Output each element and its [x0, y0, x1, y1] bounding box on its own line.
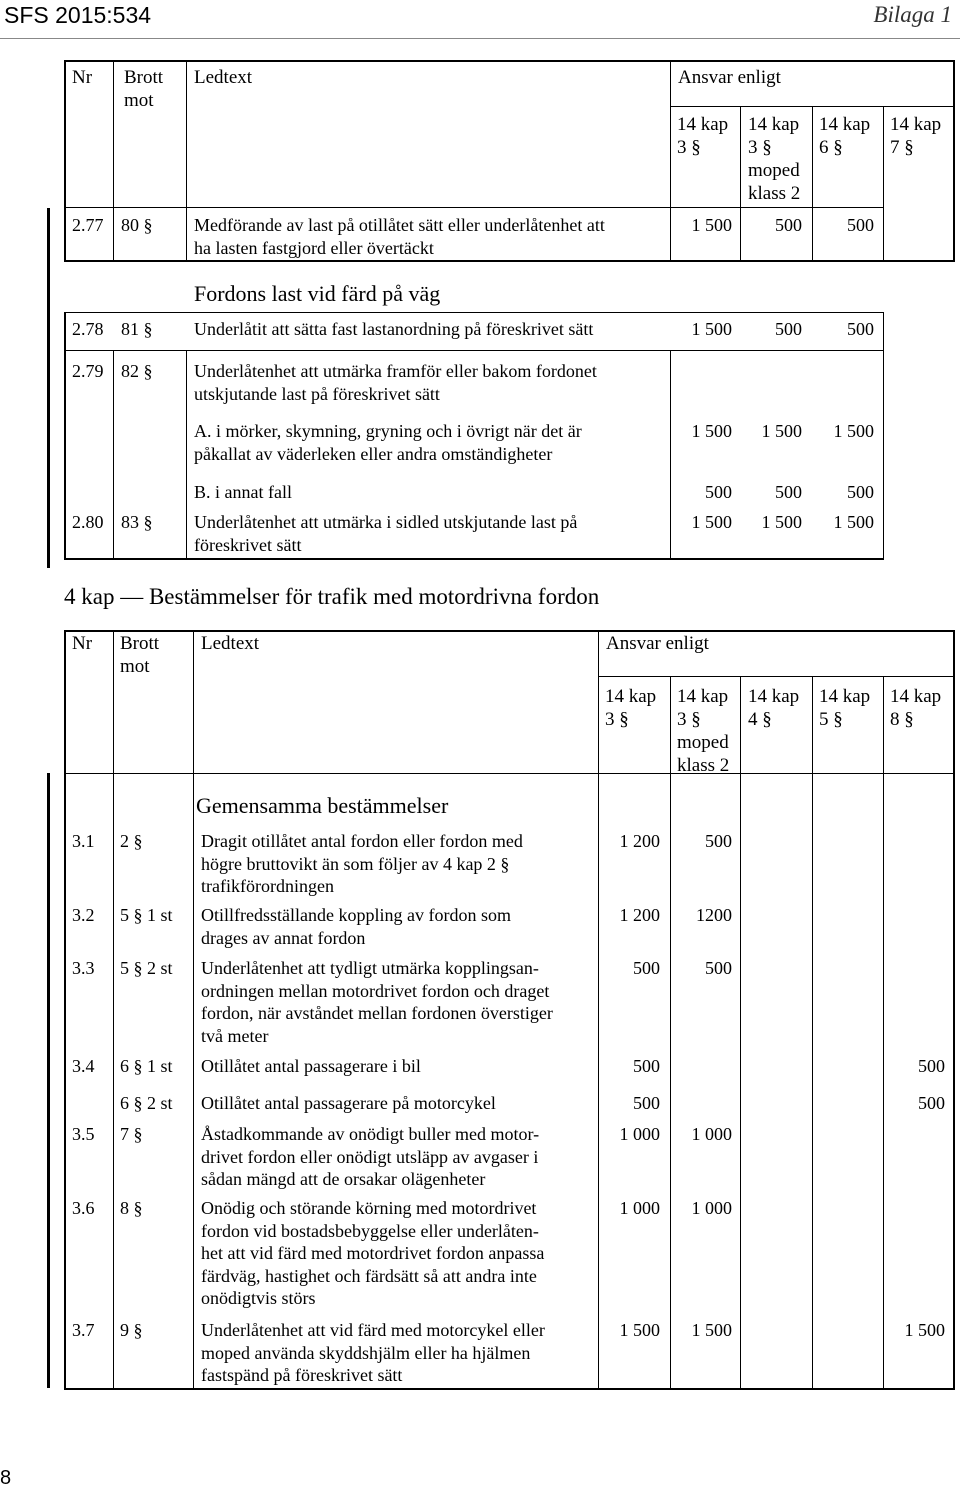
table2-col-rule [812, 676, 813, 1390]
table-row-nr: 3.5 [72, 1124, 95, 1144]
table1-header-nr: Nr [72, 67, 93, 88]
row-text: Underlåtenhet att utmärka framför eller bakom fordonet utskjutande last på föreskrivet sätt [194, 361, 597, 404]
table2-header-brott: Brott [120, 633, 160, 654]
row-text: Underlåtit att sätta fast lastanordning på föreskrivet sätt [194, 319, 594, 339]
table1-header-mot: mot [124, 90, 154, 111]
table-row-nr: 3.6 [72, 1198, 95, 1218]
table2-col5-header: 14 kap 8 § [890, 686, 942, 730]
row-value-col3: 1 500 [833, 512, 874, 532]
row-value-col2: 500 [775, 215, 802, 235]
row-brott: 80 § [121, 215, 153, 235]
table-row-value-col5: 500 [918, 1056, 945, 1076]
table-row-value-col2: 1 000 [691, 1124, 732, 1144]
header-rule [0, 38, 960, 39]
table2-header-ansvar: Ansvar enligt [606, 633, 709, 654]
table-row-value-col2: 1 500 [691, 1320, 732, 1340]
table-row-brott: 9 § [120, 1320, 143, 1340]
table-row-value-col1: 1 500 [619, 1320, 660, 1340]
table-row-brott: 8 § [120, 1198, 143, 1218]
row-brott: 83 § [121, 512, 153, 532]
row-brott: 81 § [121, 319, 153, 339]
table2-header-mot: mot [120, 656, 150, 677]
table-row-brott: 2 § [120, 831, 143, 851]
row-nr: 2.80 [72, 512, 104, 532]
table2-col-rule [113, 630, 114, 1390]
table-row-value-col2: 500 [705, 831, 732, 851]
table-row-value-col1: 1 200 [619, 831, 660, 851]
table-row-value-col2: 500 [705, 958, 732, 978]
table-row-value-col1: 1 000 [619, 1124, 660, 1144]
table1-header-ansvar: Ansvar enligt [678, 67, 781, 88]
table-row-nr: 3.2 [72, 905, 95, 925]
table2-col-rule [670, 676, 671, 1390]
table1-col-rule [812, 106, 813, 262]
row-value-col1: 1 500 [691, 421, 732, 441]
table-row-brott: 7 § [120, 1124, 143, 1144]
table-row-text: Dragit otillåtet antal fordon eller fordon med högre bruttovikt än som följer av 4 kap 2 § trafikförordningen [201, 831, 523, 896]
table1-col-rule [883, 312, 884, 560]
table-row-nr: 3.7 [72, 1320, 95, 1340]
table1-col-rule [883, 106, 884, 262]
table-row-value-col5: 500 [918, 1093, 945, 1113]
row-text: Medförande av last på otillåtet sätt eller underlåtenhet att ha lasten fastgjord eller övertäckt [194, 215, 605, 258]
section-subheading: Gemensamma bestämmelser [196, 793, 449, 818]
table1-header-brott: Brott [124, 67, 164, 88]
table-row-text: Underlåtenhet att vid färd med motorcykel eller moped använda skyddshjälm eller ha hjälmen fastspänd på föreskrivet sätt [201, 1320, 545, 1385]
row-value-col3: 500 [847, 215, 874, 235]
table-row-value-col5: 1 500 [904, 1320, 945, 1340]
row-value-col3: 500 [847, 319, 874, 339]
row-value-col2: 500 [775, 319, 802, 339]
table1-col2-header: 14 kap 3 § moped klass 2 [748, 114, 801, 204]
table-row-brott: 5 § 2 st [120, 958, 173, 978]
table1-col-rule [186, 60, 187, 262]
row-value-col3: 1 500 [833, 421, 874, 441]
table-row-value-col1: 1 200 [619, 905, 660, 925]
table-row-value-col2: 1 000 [691, 1198, 732, 1218]
row-value-col1: 1 500 [691, 215, 732, 235]
table-row-text: Åstadkommande av onödigt buller med motor- drivet fordon eller onödigt utsläpp av avgaser i sådan mängd att de orsakar olägenheter [201, 1124, 540, 1189]
table1-header-bottom [64, 207, 670, 208]
table2-header-bottom [598, 773, 955, 774]
row-nr: 2.79 [72, 361, 104, 381]
row-value-col1: 1 500 [691, 319, 732, 339]
table1-col3-header: 14 kap 6 § [819, 114, 871, 158]
table-row-value-col1: 500 [633, 958, 660, 978]
table2-col-rule [193, 630, 194, 1390]
appendix-label: Bilaga 1 [873, 2, 952, 27]
row-value-col2: 1 500 [761, 421, 802, 441]
table-row-text: Otillåtet antal passagerare på motorcykel [201, 1093, 496, 1113]
table2-col3-header: 14 kap 4 § [748, 686, 800, 730]
row-text: Underlåtenhet att utmärka i sidled utskjutande last på föreskrivet sätt [194, 512, 578, 555]
table1-col-rule [113, 350, 114, 560]
table2-header-ledtext: Ledtext [201, 633, 260, 654]
table2-header-bottom [64, 773, 598, 774]
table-row-brott: 6 § 1 st [120, 1056, 173, 1076]
table1-col-rule [740, 106, 741, 262]
change-bar-bottom [47, 773, 50, 1388]
change-bar-top [47, 208, 50, 568]
row-nr: 2.77 [72, 215, 104, 235]
chapter-heading: 4 kap — Bestämmelser för trafik med motordrivna fordon [64, 584, 600, 609]
row-brott: 82 § [121, 361, 153, 381]
table2-col-rule [740, 676, 741, 1390]
table1-col-rule [113, 60, 114, 262]
table1-col4-header: 14 kap 7 § [890, 114, 942, 158]
table-row-text: Onödig och störande körning med motordrivet fordon vid bostadsbebyggelse eller underlåten- het att vid färd med motordrivet fordon anpassa färdväg, hastighet och färdsätt så att andra inte onödigtvis störs [201, 1198, 545, 1308]
table-row-value-col1: 500 [633, 1093, 660, 1113]
table2-col-rule [883, 676, 884, 1390]
table-row-nr: 3.1 [72, 831, 95, 851]
table2-col-rule [598, 630, 599, 1390]
table-row-nr: 3.4 [72, 1056, 95, 1076]
table2-header-nr: Nr [72, 633, 93, 654]
table-row-text: Otillfredsställande koppling av fordon som drages av annat fordon [201, 905, 511, 948]
table2-col4-header: 14 kap 5 § [819, 686, 871, 730]
row-text: A. i mörker, skymning, gryning och i övrigt när det är påkallat av väderleken eller andra omständigheter [194, 421, 582, 464]
table1-col-rule [186, 350, 187, 560]
row-nr: 2.78 [72, 319, 104, 339]
page-number: 8 [0, 1467, 12, 1489]
table-row-value-col1: 500 [633, 1056, 660, 1076]
row-value-col3: 500 [847, 482, 874, 502]
table1-header-ledtext: Ledtext [194, 67, 253, 88]
table-row-text: Underlåtenhet att tydligt utmärka kopplingsan- ordningen mellan motordrivet fordon och draget fordon, när avståndet mellan fordonen överstiger två meter [201, 958, 553, 1046]
row-value-col1: 1 500 [691, 512, 732, 532]
table-row-nr: 3.3 [72, 958, 95, 978]
table-row-value-col2: 1200 [696, 905, 732, 925]
table2-col2-header: 14 kap 3 § moped klass 2 [677, 686, 730, 776]
table1-col1-header: 14 kap 3 § [677, 114, 729, 158]
row-value-col2: 500 [775, 482, 802, 502]
row-text: B. i annat fall [194, 482, 292, 502]
table2-header-rule [598, 676, 955, 677]
table-row-brott: 6 § 2 st [120, 1093, 173, 1113]
table1-row-rule [64, 350, 884, 351]
table-row-brott: 5 § 1 st [120, 905, 173, 925]
table1-header-bottom [670, 207, 883, 208]
section-subheading: Fordons last vid färd på väg [194, 281, 441, 306]
row-value-col1: 500 [705, 482, 732, 502]
row-value-col2: 1 500 [761, 512, 802, 532]
table1-row-rule [64, 312, 884, 313]
table-row-text: Otillåtet antal passagerare i bil [201, 1056, 421, 1076]
table2-col1-header: 14 kap 3 § [605, 686, 657, 730]
table-row-value-col1: 1 000 [619, 1198, 660, 1218]
document-id: SFS 2015:534 [4, 2, 152, 28]
